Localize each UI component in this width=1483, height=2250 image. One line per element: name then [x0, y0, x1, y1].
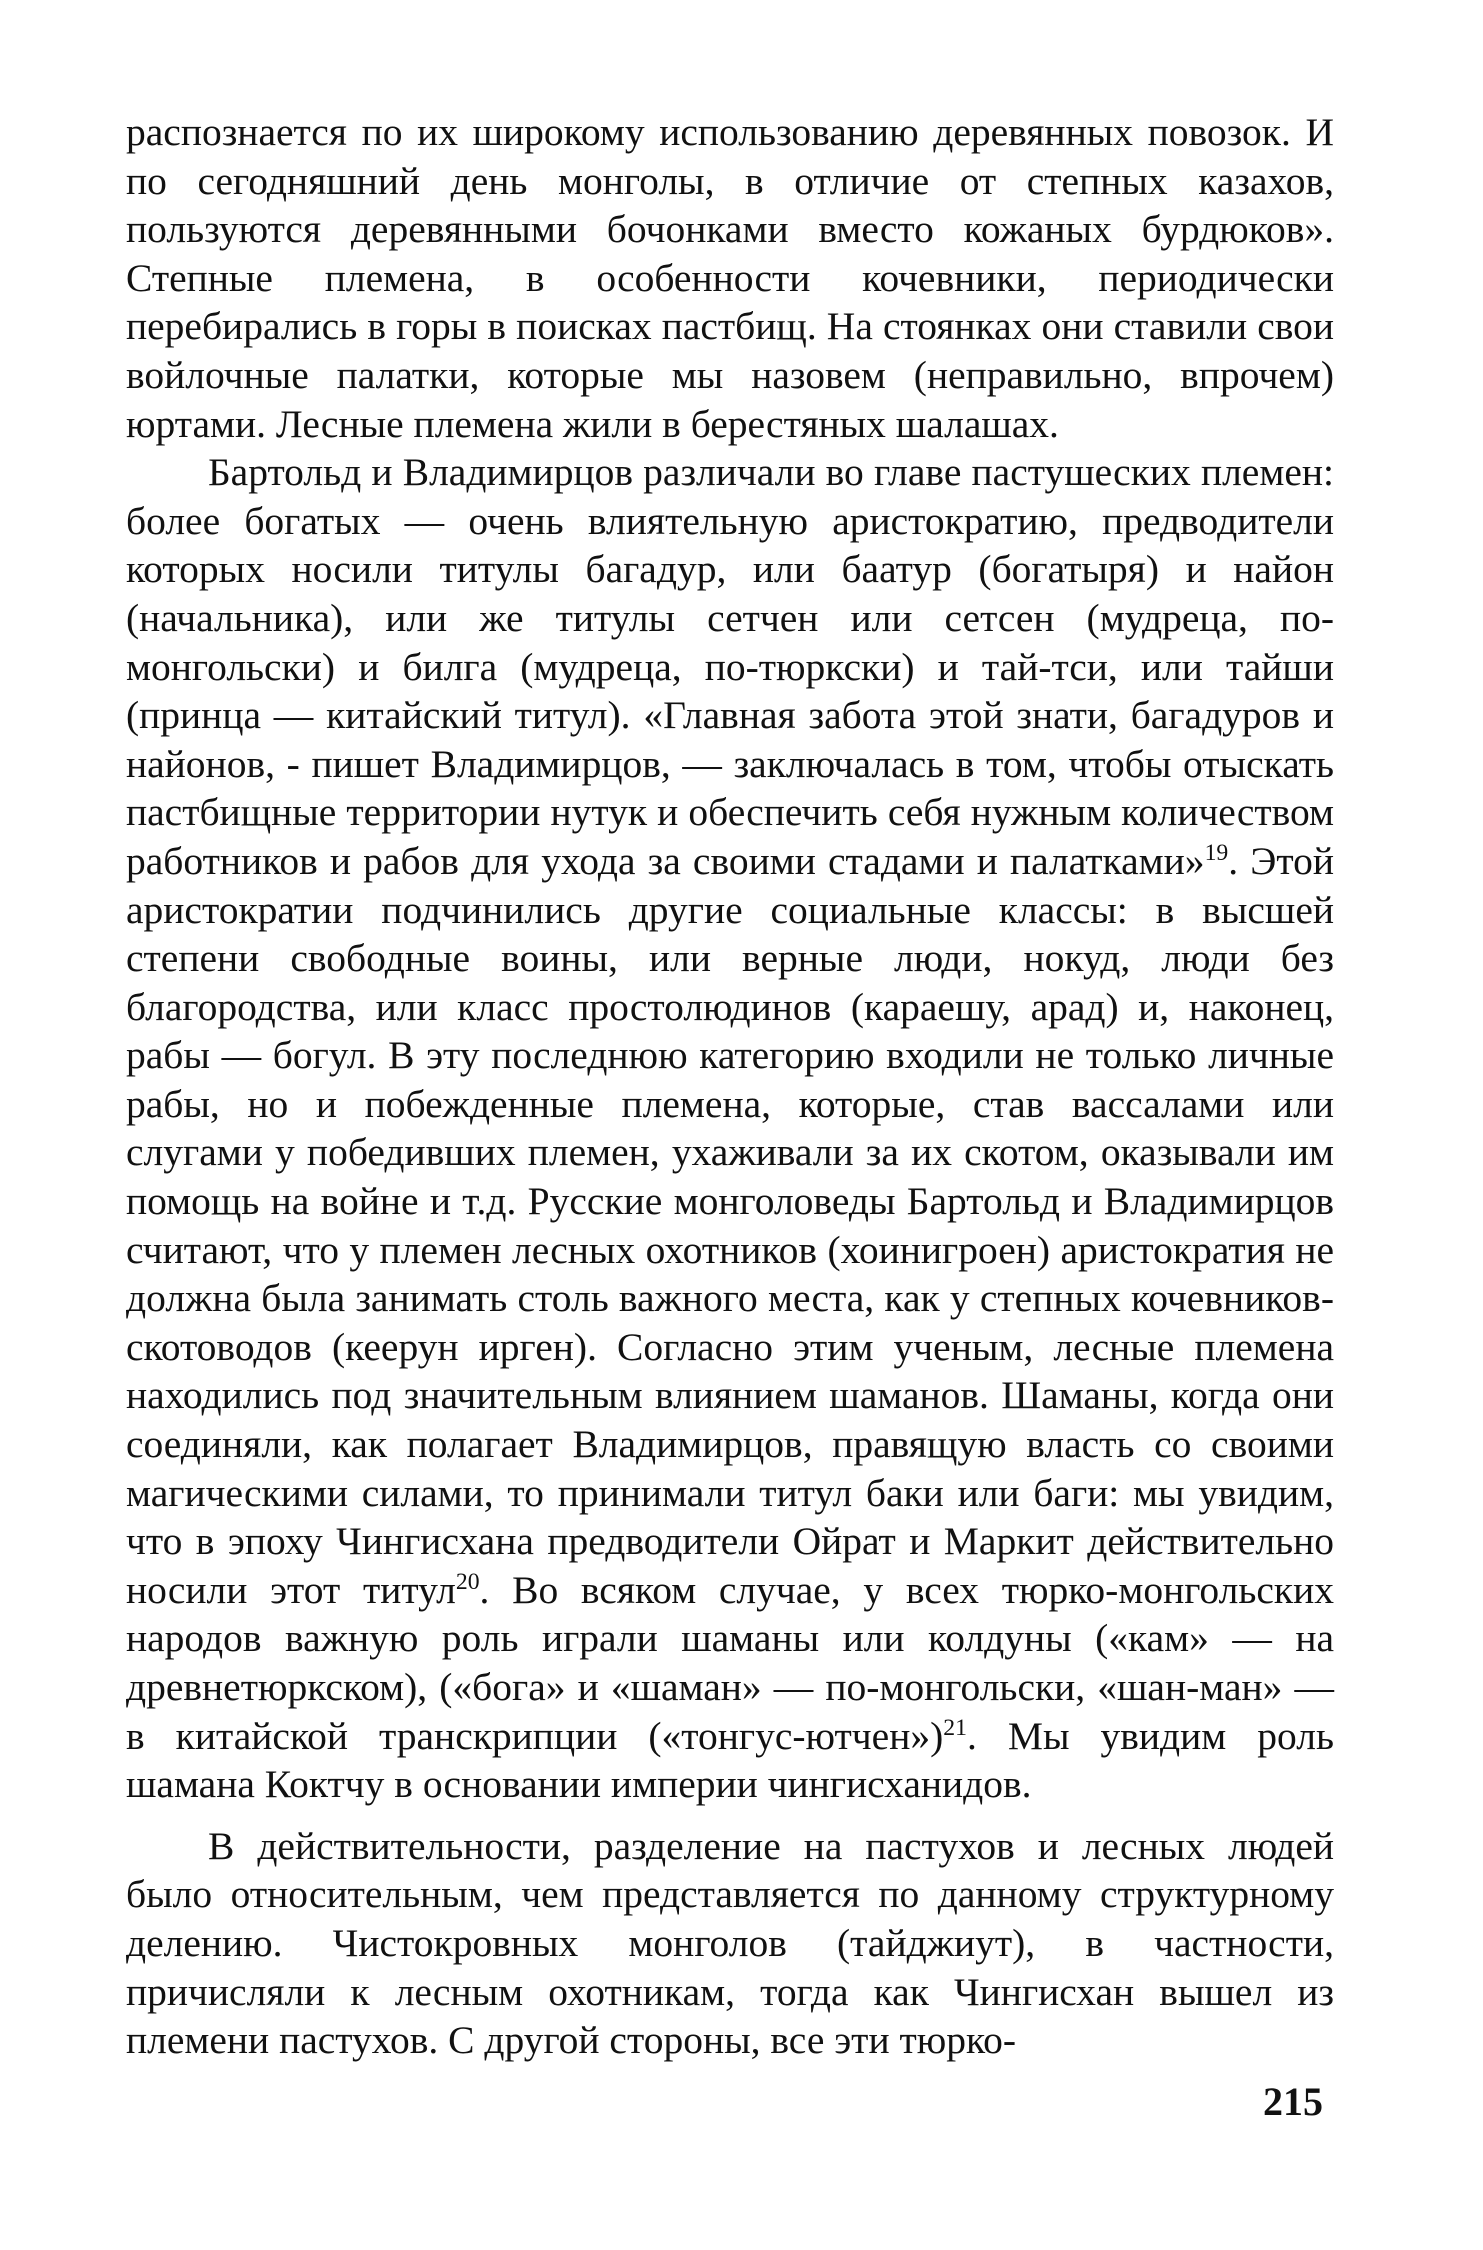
paragraph-1-text: распознается по их широкому использованию деревянных повозок. И по сегодняшний день монголы, в отличие от степных казахов, пользуются деревянными бочонками вместо кожаных бурдюков». Степные племена, в особенности кочевники, периодически перебирались в горы в поисках пастбищ. На стоянках они ставили свои войлочные палатки, которые мы назовем (неправильно, впрочем) юртами. Лесные племена жили в берестяных шалашах. [126, 110, 1334, 446]
paragraph-2-text-b: . Этой аристократии подчинились другие социальные классы: в высшей степени свободные воины, или верные люди, нокуд, люди без благородства, или класс простолюдинов (караешу, арад) и, наконец, рабы — богул. В эту последнюю категорию входили не только личные рабы, но и побежденные племена, которые, став вассалами или слугами у победивших племен, ухаживали за их скотом, оказывали им помощь на войне и т.д. Русские монголоведы Бартольд и Владимирцов считают, что у племен лесных охотников (хоинигроен) аристократия не должна была занимать столь важного места, как у степных кочевников-скотоводов (кеерун ирген). Согласно этим ученым, лесные племена находились под значительным влиянием шаманов. Шаманы, когда они соединяли, как полагает Владимирцов, правящую власть со своими магическими силами, то принимали титул баки или баги: мы увидим, что в эпоху Чингисхана предводители Ойрат и Маркит действительно носили этот титул [126, 838, 1334, 1612]
paragraph-2-text-d: . Мы увидим роль шамана Коктчу в основании империи чингисханидов. [126, 1713, 1334, 1807]
paragraph-1 [126, 108, 1334, 448]
page-number: 215 [1263, 2079, 1323, 2124]
paragraph-3 [126, 1822, 1334, 2065]
paragraph-2-text-c: . Во всяком случае, у всех тюрко-монгольских народов важную роль играли шаманы или колдуны («кам» — на древнетюркском), («бога» и «шаман» — по-монгольски, «шан-ман» — в китайской транскрипции («тонгус-ютчен») [126, 1567, 1334, 1758]
footnote-ref-19[interactable]: 19 [1204, 839, 1229, 866]
paragraph-2 [126, 448, 1334, 1809]
paragraph-2-text-a: Бартольд и Владимирцов различали во главе пастушеских племен: более богатых — очень влиятельную аристократию, предводители которых носили титулы багадур, или баатур (богатыря) и найон (начальника), или же титулы сетчен или сетсен (мудреца, по-монгольски) и билга (мудреца, по-тюркски) и тай-тси, или тайши (принца — китайский титул). «Главная забота этой знати, багадуров и найонов, - пишет Владимирцов, — заключалась в том, чтобы отыскать пастбищные территории нутук и обеспечить себя нужным количеством работников и рабов для ухода за своими стадами и палатками» [126, 450, 1334, 883]
footnote-ref-20[interactable]: 20 [455, 1568, 480, 1595]
page-body [126, 108, 1334, 2065]
footnote-ref-21[interactable]: 21 [943, 1714, 967, 1741]
paragraph-3-text: В действительности, разделение на пастухов и лесных людей было относительным, чем представляется по данному структурному делению. Чистокровных монголов (тайджиут), в частности, причисляли к лесным охотникам, тогда как Чингисхан вышел из племени пастухов. С другой стороны, все эти тюрко- [126, 1823, 1334, 2063]
